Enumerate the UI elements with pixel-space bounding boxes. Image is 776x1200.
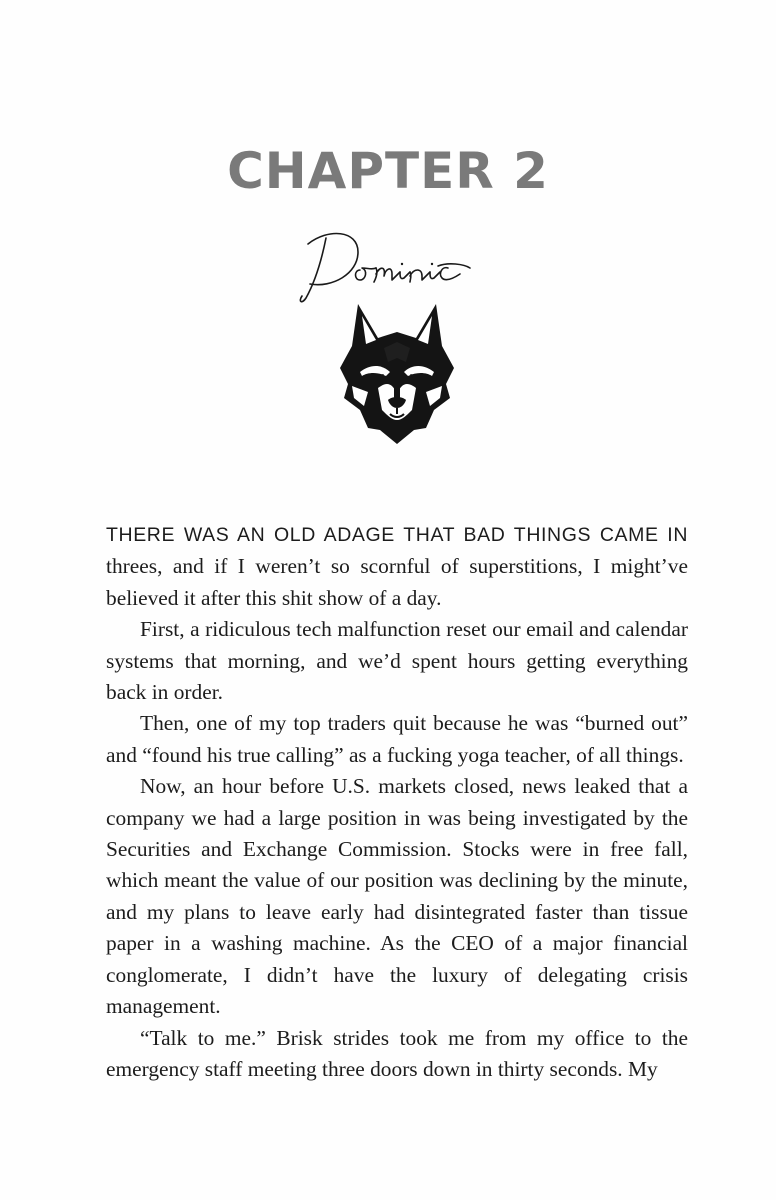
paragraph: First, a ridiculous tech malfunction reset our email and calendar systems that morning, and we’d spent hours getting everything back in order. xyxy=(106,617,688,705)
wolf-head-icon xyxy=(338,298,456,444)
pov-name-script xyxy=(0,218,776,308)
opening-small-caps: THERE WAS AN OLD ADAGE THAT BAD THINGS CAME IN xyxy=(106,524,688,546)
paragraph: “Talk to me.” Brisk strides took me from my office to the emergency staff meeting three doors down in thirty seconds. My xyxy=(106,1025,688,1081)
chapter-body xyxy=(106,519,688,1085)
paragraph: Then, one of my top traders quit because he was “burned out” and “found his true calling” as a fucking yoga teacher, of all things. xyxy=(106,711,688,767)
chapter-title: CHAPTER 2 xyxy=(227,142,549,200)
paragraph: Now, an hour before U.S. markets closed, news leaked that a company we had a large position in was being investigated by the Securities and Exchange Commission. Stocks were in free fall, which meant the value of our position was declining by the minute, and my plans to leave early had disintegrated faster than tissue paper in a washing machine. As the CEO of a major financial conglomerate, I didn’t have the luxury of delegating crisis management. xyxy=(106,774,688,1019)
paragraph xyxy=(106,519,688,614)
pov-name-calligraphy xyxy=(288,218,488,308)
paragraph-text: threes, and if I weren’t so scornful of superstitions, I might’ve believed it after this shit show of a day. xyxy=(106,554,688,610)
